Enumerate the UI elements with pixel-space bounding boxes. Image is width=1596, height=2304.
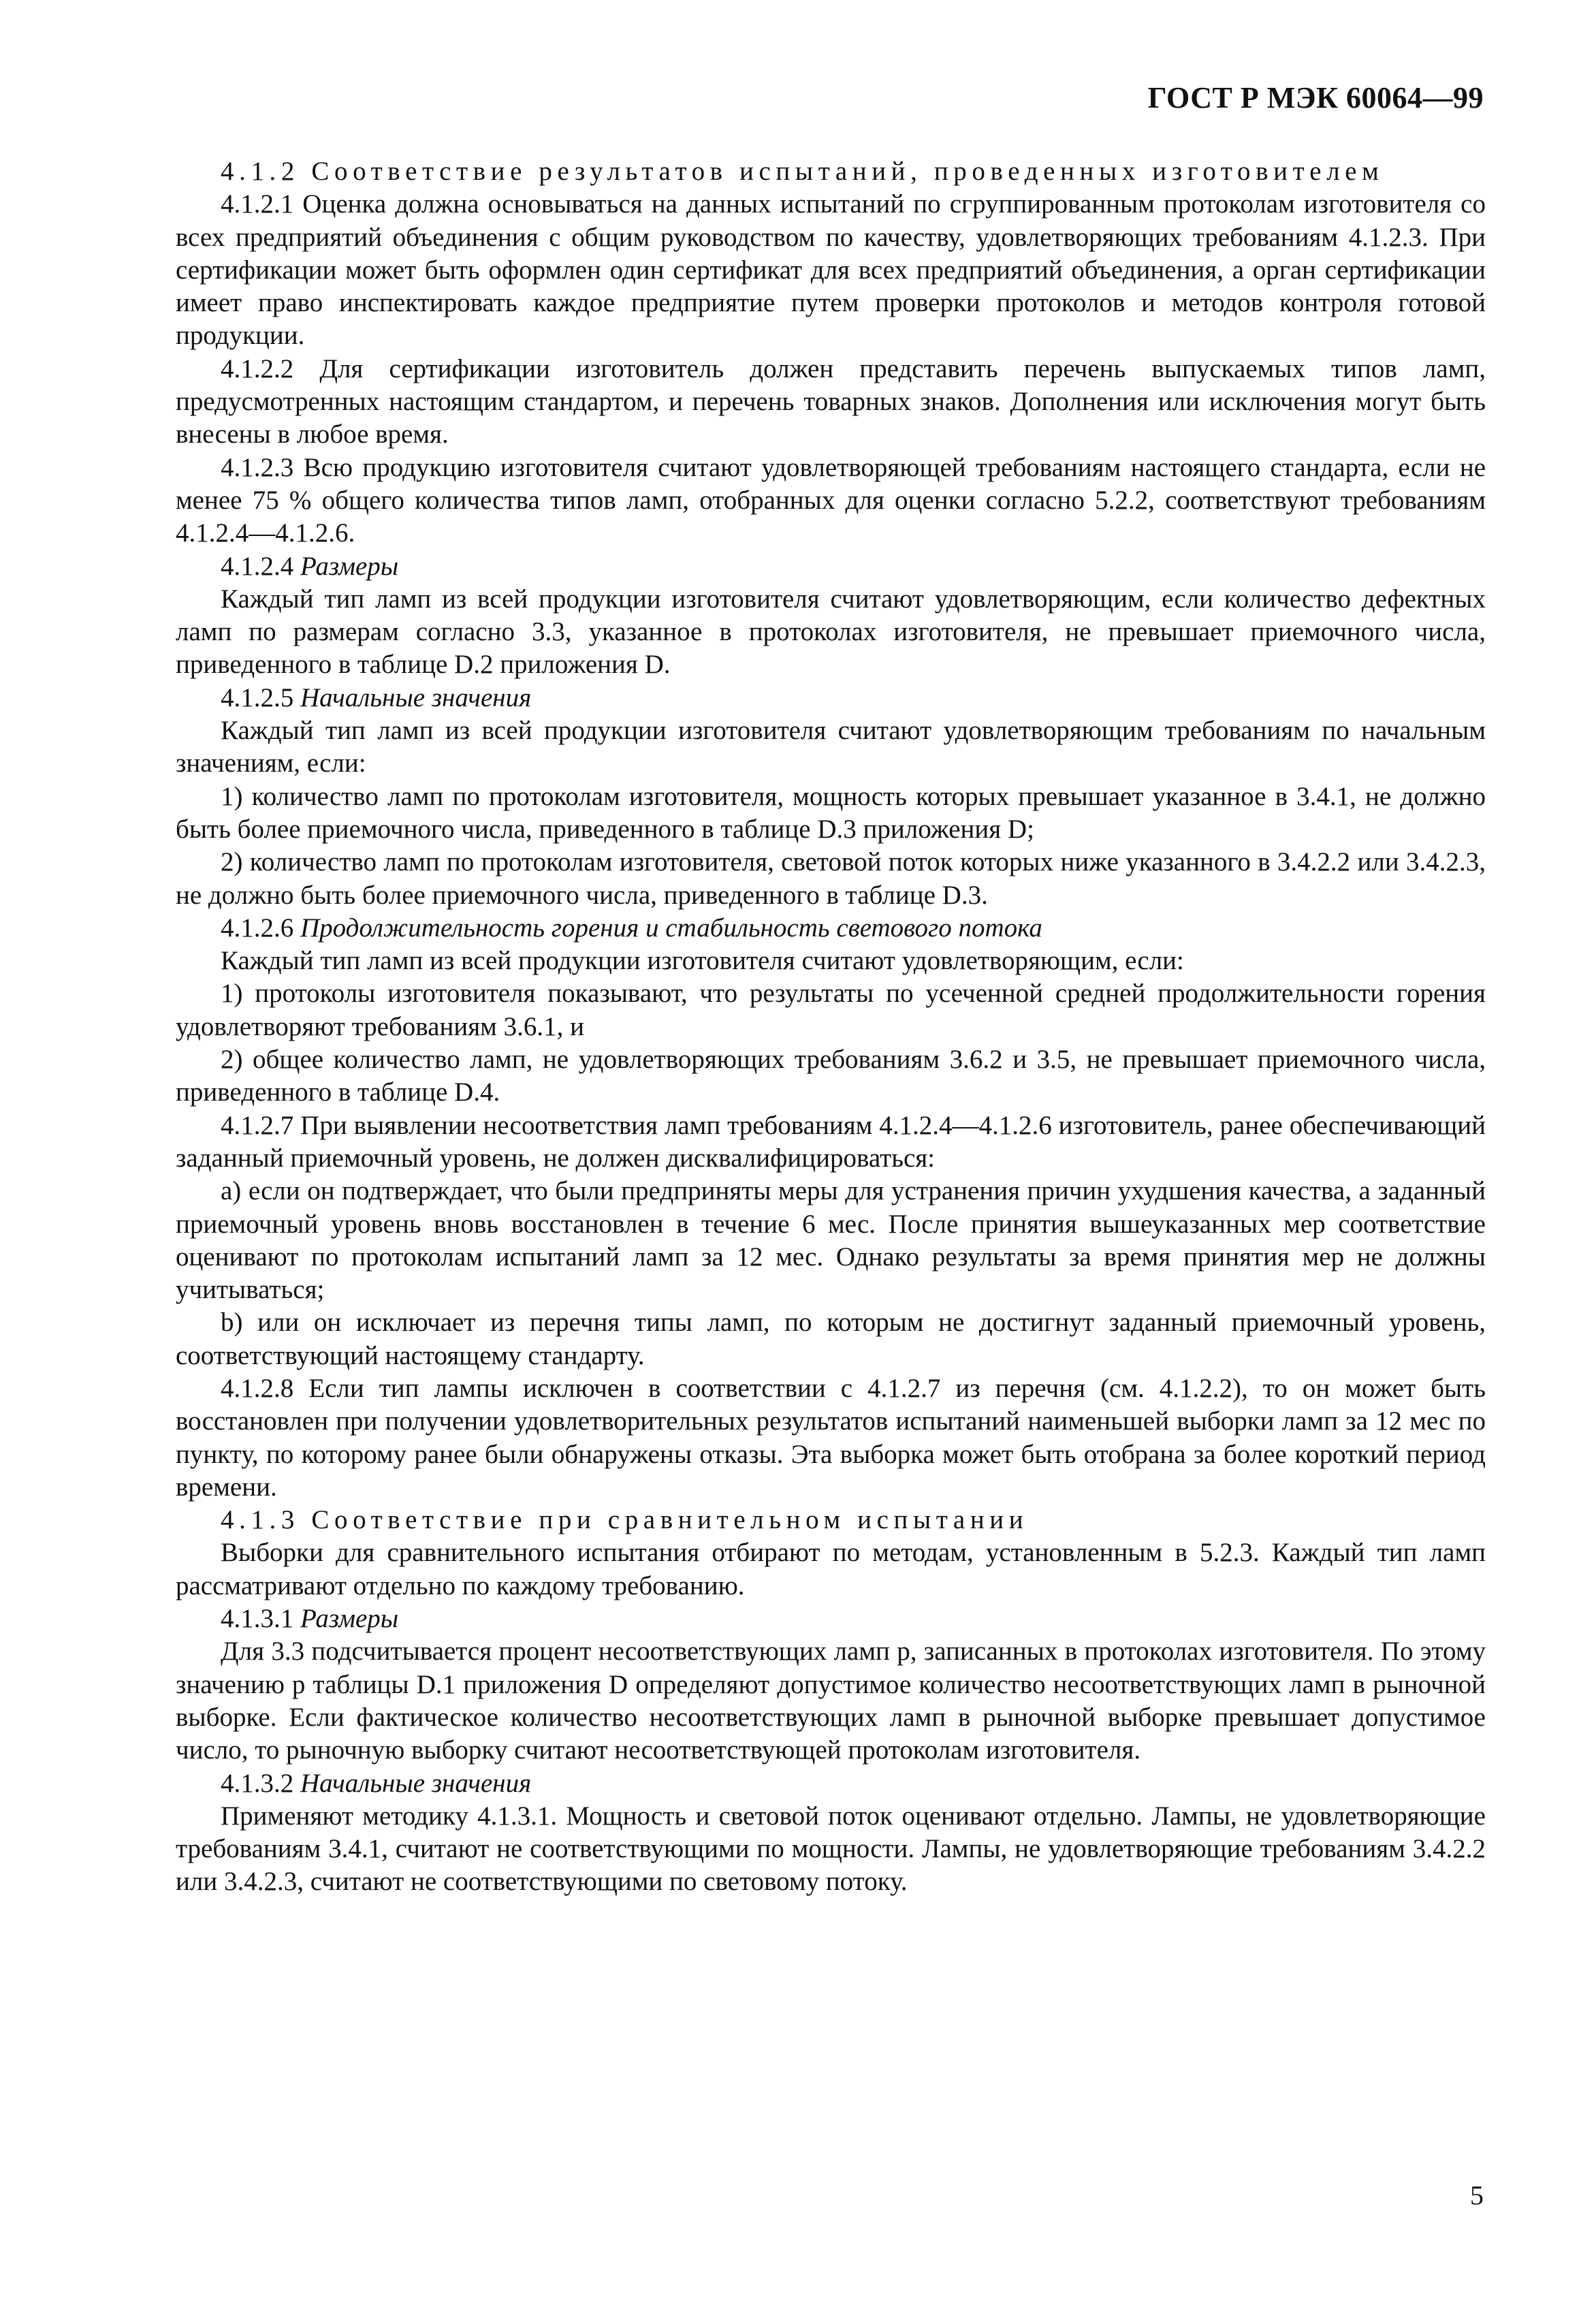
body-paragraph: 2) количество ламп по протоколам изготовителя, световой поток которых ниже указанного в 3.4.2.2 или 3.4.2.3, не должно быть более приемочного числа, приведенного в таблице D.3.	[176, 847, 1486, 910]
standard-header: ГОСТ Р МЭК 60064—99	[1147, 81, 1484, 114]
body-paragraph: 2) общее количество ламп, не удовлетворяющих требованиям 3.6.2 и 3.5, не превышает приемочного числа, приведенного в таблице D.4.	[176, 1045, 1486, 1107]
body-paragraph: Для 3.3 подсчитывается процент несоответствующих ламп p, записанных в протоколах изготовителя. По этому значению p таблицы D.1 приложения D определяют допустимое количество несоответствующих ламп в рыночной выборке. Если фактическое количество несоответствующих ламп в рыночной выборке превышает допустимое число, то рыночную выборку считают несоответствующей протоколам изготовителя.	[176, 1637, 1486, 1765]
body-paragraph: 1) количество ламп по протоколам изготовителя, мощность которых превышает указанное в 3.4.1, не должно быть более приемочного числа, приведенного в таблице D.3 приложения D;	[176, 781, 1486, 844]
body-paragraph: Каждый тип ламп из всей продукции изготовителя считают удовлетворяющим, если количество дефектных ламп по размерам согласно 3.3, указанное в протоколах изготовителя, не превышает приемочного числа, приведенного в таблице D.2 приложения D.	[176, 584, 1486, 680]
body-paragraph: b) или он исключает из перечня типы ламп, по которым не достигнут заданный приемочный уровень, соответствующий настоящему стандарту.	[176, 1308, 1486, 1370]
section-title: Начальные значения	[300, 1768, 532, 1798]
section-heading	[176, 912, 1486, 945]
section-number: 4.1.3.1	[221, 1604, 294, 1634]
section-title: Начальные значения	[300, 682, 532, 712]
body-paragraph: Выборки для сравнительного испытания отбирают по методам, установленным в 5.2.3. Каждый тип ламп рассматривают отдельно по каждому требованию.	[176, 1538, 1486, 1600]
section-title: Продолжительность горения и стабильность светового потока	[300, 913, 1042, 943]
section-heading	[176, 682, 1486, 714]
section-title: Размеры	[300, 1604, 399, 1634]
section-heading	[176, 1603, 1486, 1635]
subsection-heading: 4.1.3 Соответствие при сравнительном испытании	[221, 1505, 1029, 1535]
page-number: 5	[1470, 2180, 1484, 2211]
section-number: 4.1.2.6	[221, 913, 294, 943]
body-paragraph: Каждый тип ламп из всей продукции изготовителя считают удовлетворяющим требованиям по начальным значениям, если:	[176, 716, 1486, 778]
body-paragraph: Применяют методику 4.1.3.1. Мощность и световой поток оценивают отдельно. Лампы, не удовлетворяющие требованиям 3.4.1, считают не соответствующими по мощности. Лампы, не удовлетворяющие требованиям 3.4.2.2 или 3.4.2.3, считают не соответствующими по световому потоку.	[176, 1801, 1486, 1897]
document-body	[176, 155, 1486, 1899]
subsection-heading: 4.1.2 Соответствие результатов испытаний, проведенных изготовителем	[221, 157, 1384, 186]
body-paragraph: Каждый тип ламп из всей продукции изготовителя считают удовлетворяющим, если:	[221, 946, 1184, 976]
section-number: 4.1.3.2	[221, 1768, 294, 1798]
body-paragraph: 4.1.2.2 Для сертификации изготовитель должен представить перечень выпускаемых типов ламп, предусмотренных настоящим стандартом, и перечень товарных знаков. Дополнения или исключения могут быть внесены в любое время.	[176, 353, 1486, 449]
body-paragraph: 4.1.2.1 Оценка должна основываться на данных испытаний по сгруппированным протоколам изготовителя со всех предприятий объединения с общим руководством по качеству, удовлетворяющих требованиям 4.1.2.3. При сертификации может быть оформлен один сертификат для всех предприятий объединения, а орган сертификации имеет право инспектировать каждое предприятие путем проверки протоколов и методов контроля готовой продукции.	[176, 189, 1486, 351]
body-paragraph: 1) протоколы изготовителя показывают, что результаты по усеченной средней продолжительности горения удовлетворяют требованиям 3.6.1, и	[176, 979, 1486, 1041]
body-paragraph: 4.1.2.7 При выявлении несоответствия ламп требованиям 4.1.2.4—4.1.2.6 изготовитель, ранее обеспечивающий заданный приемочный уровень, не должен дисквалифицироваться:	[176, 1110, 1486, 1173]
section-number: 4.1.2.5	[221, 682, 294, 712]
body-paragraph: а) если он подтверждает, что были предприняты меры для устранения причин ухудшения качества, а заданный приемочный уровень вновь восстановлен в течение 6 мес. После принятия вышеуказанных мер соответствие оценивают по протоколам испытаний ламп за 12 мес. Однако результаты за время принятия мер не должны учитываться;	[176, 1176, 1486, 1305]
section-heading	[176, 1767, 1486, 1800]
section-number: 4.1.2.4	[221, 551, 294, 581]
section-title: Размеры	[300, 551, 399, 581]
body-paragraph: 4.1.2.8 Если тип лампы исключен в соответствии с 4.1.2.7 из перечня (см. 4.1.2.2), то он может быть восстановлен при получении удовлетворительных результатов испытаний наименьшей выборки ламп за 12 мес по пункту, по которому ранее были обнаружены отказы. Эта выборка может быть отобрана за более короткий период времени.	[176, 1373, 1486, 1502]
body-paragraph: 4.1.2.3 Всю продукцию изготовителя считают удовлетворяющей требованиям настоящего стандарта, если не менее 75 % общего количества типов ламп, отобранных для оценки согласно 5.2.2, соответствуют требованиям 4.1.2.4—4.1.2.6.	[176, 452, 1486, 548]
section-heading	[176, 550, 1486, 583]
